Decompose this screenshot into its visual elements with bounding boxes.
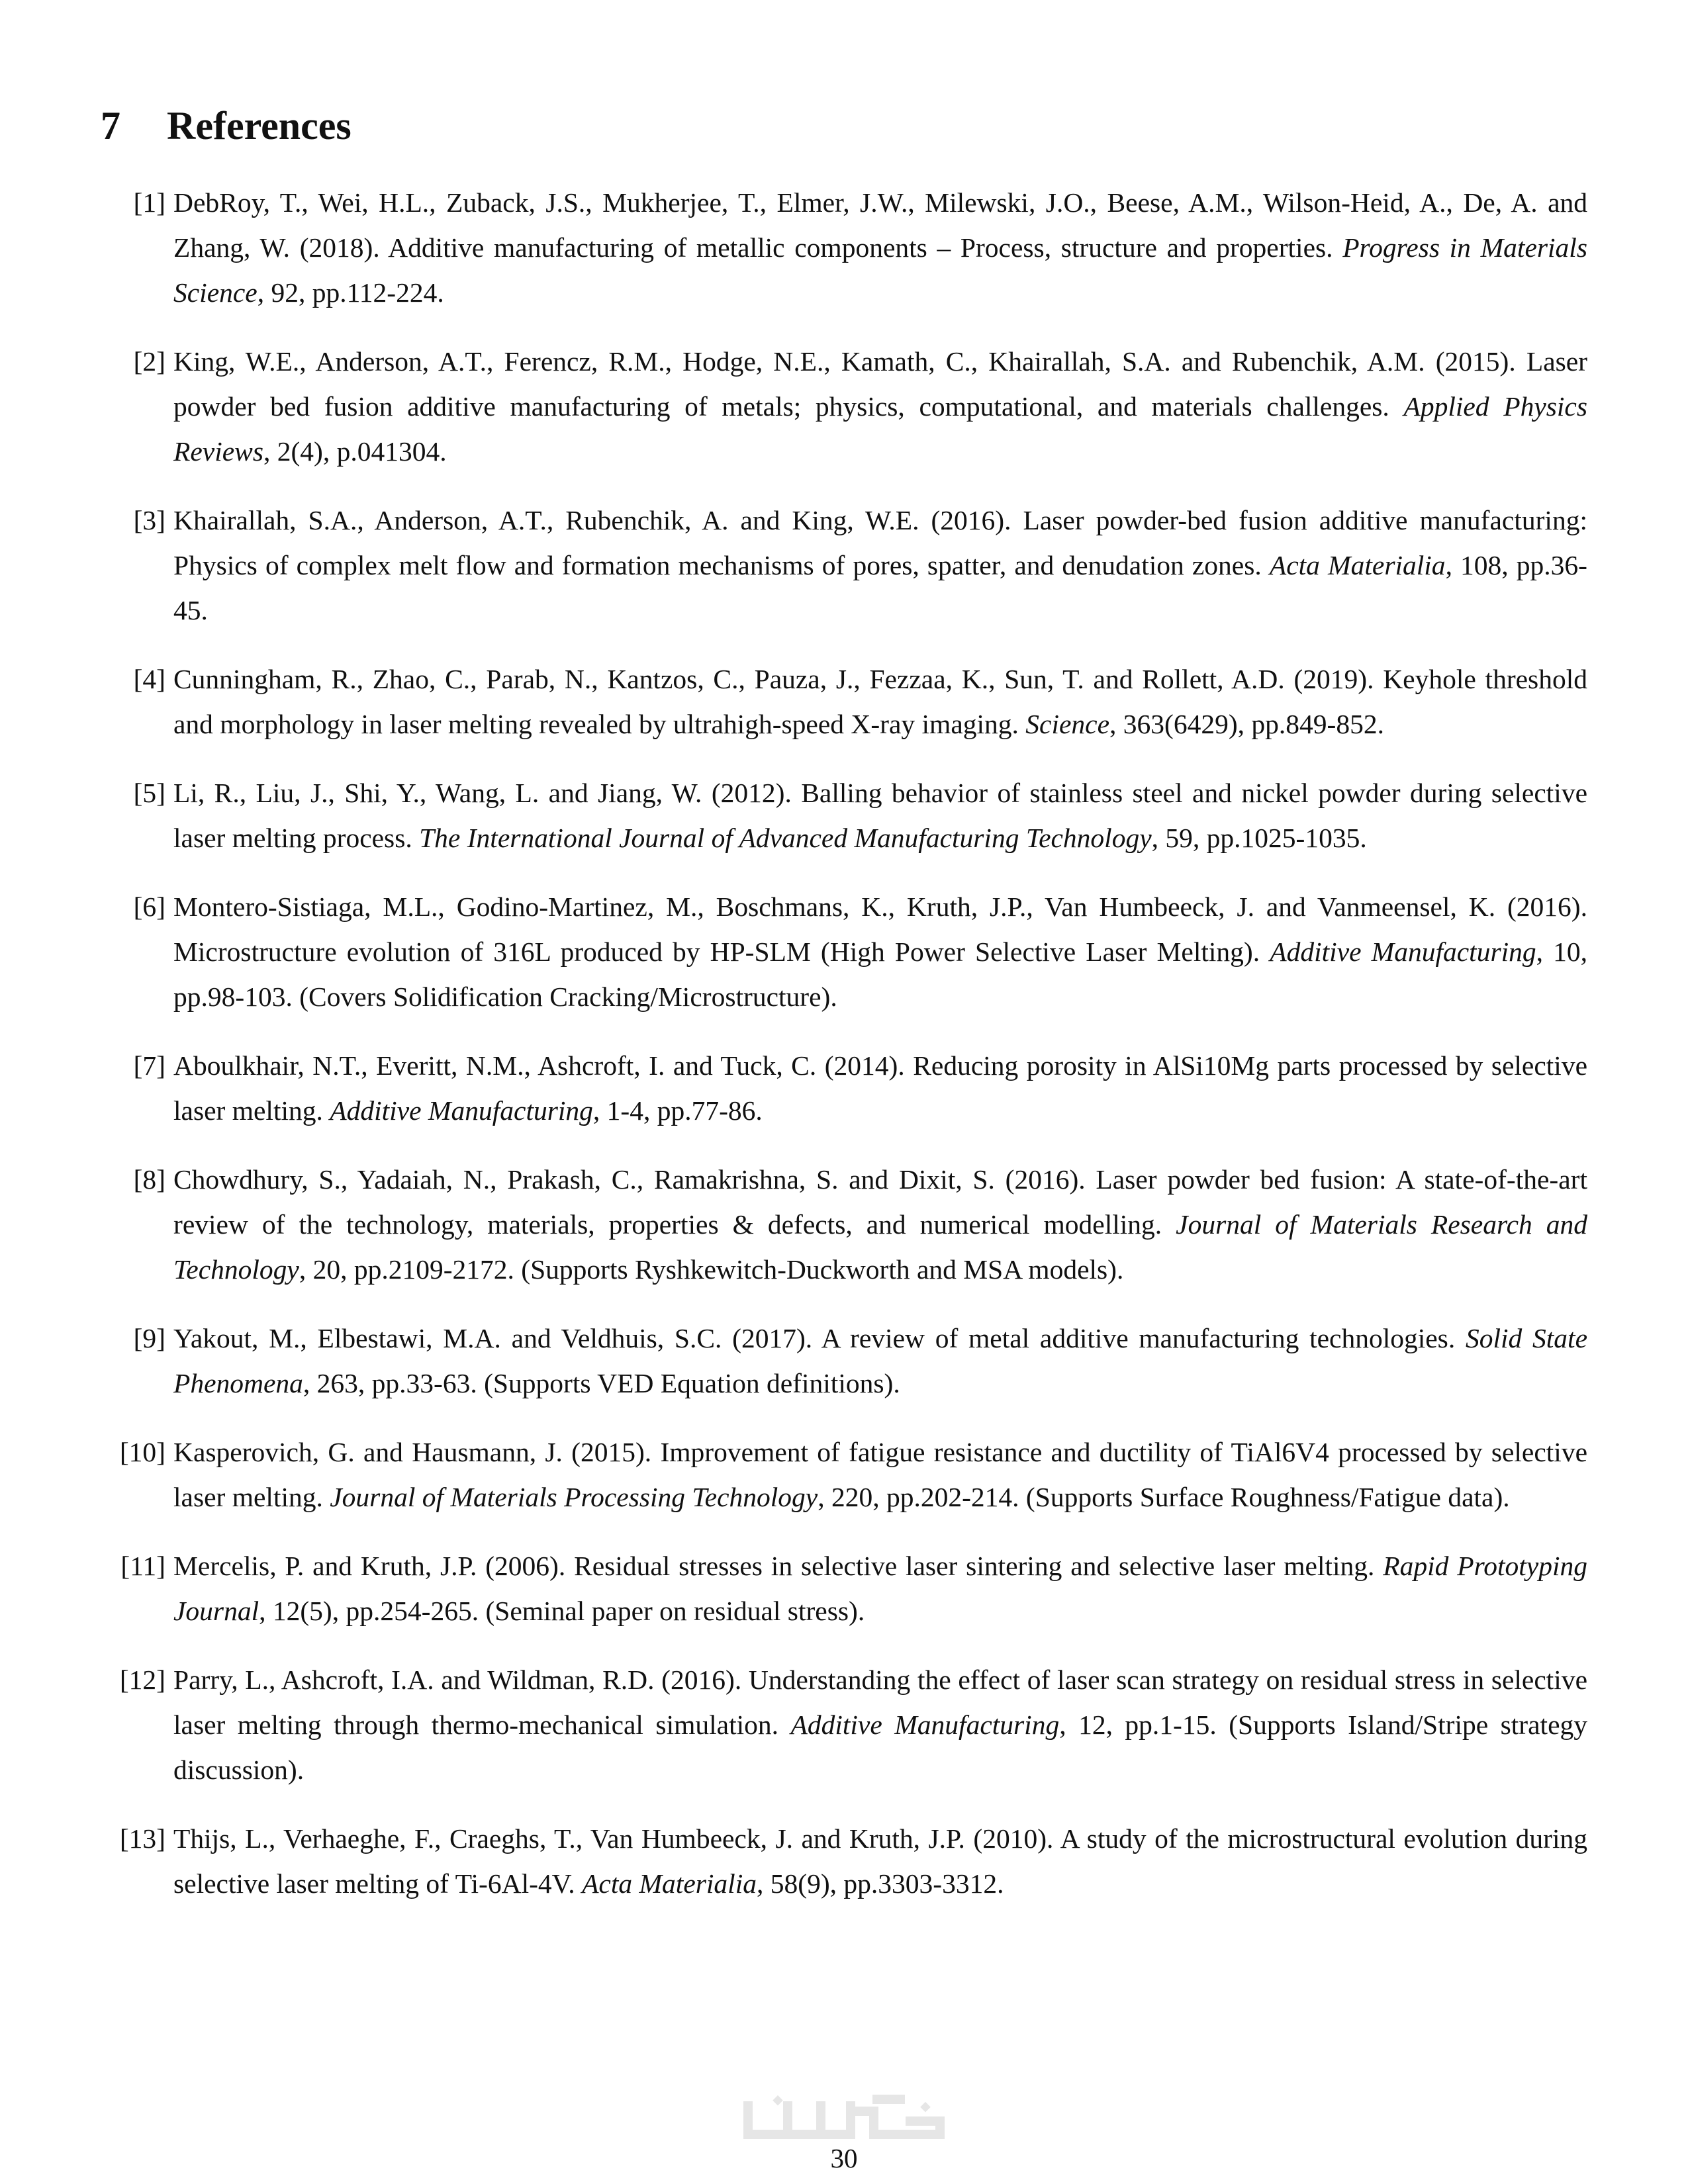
reference-text: Yakout, M., Elbestawi, M.A. and Veldhuis, S.C. (2017). A review of metal additive manufacturing technologies. xyxy=(173,1323,1466,1353)
reference-label: [2] xyxy=(133,346,165,377)
reference-item xyxy=(99,339,1587,474)
reference-item xyxy=(99,770,1587,860)
reference-item xyxy=(99,1816,1587,1906)
reference-journal: Journal of Materials Processing Technology xyxy=(330,1482,818,1512)
reference-details: , 363(6429), pp.849-852. xyxy=(1109,709,1384,739)
reference-details: , 1-4, pp.77-86. xyxy=(592,1095,763,1126)
reference-text: Thijs, L., Verhaeghe, F., Craeghs, T., Van Humbeeck, J. and Kruth, J.P. (2010). A study of the microstructural evolution during selective laser melting of Ti-6Al-4V. xyxy=(173,1823,1587,1899)
watermark-logo xyxy=(741,2091,947,2144)
reference-label: [8] xyxy=(133,1164,165,1195)
reference-journal: Additive Manufacturing xyxy=(790,1709,1060,1740)
reference-label: [4] xyxy=(133,664,165,694)
reference-label: [9] xyxy=(133,1323,165,1353)
reference-label: [1] xyxy=(133,187,165,218)
reference-label: [6] xyxy=(133,891,165,922)
reference-item xyxy=(99,498,1587,633)
reference-label: [10] xyxy=(119,1437,165,1467)
reference-text: King, W.E., Anderson, A.T., Ferencz, R.M., Hodge, N.E., Kamath, C., Khairallah, S.A. and Rubenchik, A.M. (2015). Laser powder bed fusion additive manufacturing of metals; physics, computational, and materials challenges. xyxy=(173,346,1587,422)
reference-journal: Progress in Materials Science xyxy=(173,232,1587,308)
reference-details: , 220, pp.202-214. (Supports Surface Roughness/Fatigue data). xyxy=(818,1482,1510,1512)
reference-journal: The International Journal of Advanced Manufacturing Technology xyxy=(419,823,1152,853)
reference-item xyxy=(99,1657,1587,1792)
reference-item xyxy=(99,1316,1587,1406)
reference-journal: Applied Physics Reviews xyxy=(173,391,1587,467)
reference-details: , 263, pp.33-63. (Supports VED Equation definitions). xyxy=(303,1368,900,1398)
reference-label: [3] xyxy=(133,505,165,535)
reference-details: , 92, pp.112-224. xyxy=(257,277,444,308)
reference-details: , 12, pp.1-15. (Supports Island/Stripe strategy discussion). xyxy=(173,1709,1587,1785)
reference-text: Aboulkhair, N.T., Everitt, N.M., Ashcroft, I. and Tuck, C. (2014). Reducing porosity in AlSi10Mg parts processed by selective laser melting. xyxy=(173,1050,1587,1126)
reference-text: Parry, L., Ashcroft, I.A. and Wildman, R.D. (2016). Understanding the effect of laser scan strategy on residual stress in selective laser melting through thermo-mechanical simulation. xyxy=(173,1664,1587,1740)
reference-journal: Journal of Materials Research and Technology xyxy=(173,1209,1587,1285)
reference-details: , 12(5), pp.254-265. (Seminal paper on residual stress). xyxy=(259,1596,865,1626)
reference-label: [11] xyxy=(120,1551,165,1581)
reference-text: Chowdhury, S., Yadaiah, N., Prakash, C., Ramakrishna, S. and Dixit, S. (2016). Laser powder bed fusion: A state-of-the-art review of the technology, materials, properties & defects, and numerical modelling. xyxy=(173,1164,1587,1240)
reference-label: [5] xyxy=(133,778,165,808)
reference-label: [7] xyxy=(133,1050,165,1081)
reference-label: [13] xyxy=(119,1823,165,1854)
reference-journal: Acta Materialia xyxy=(1269,550,1446,580)
reference-text: Kasperovich, G. and Hausmann, J. (2015). Improvement of fatigue resistance and ductility of TiAl6V4 processed by selective laser melting. xyxy=(173,1437,1587,1512)
reference-text: Khairallah, S.A., Anderson, A.T., Rubenchik, A. and King, W.E. (2016). Laser powder-bed fusion additive manufacturing: Physics of complex melt flow and formation mechanisms of pores, spatter, and denudation zones. xyxy=(173,505,1587,580)
reference-item xyxy=(99,1543,1587,1633)
reference-text: Mercelis, P. and Kruth, J.P. (2006). Residual stresses in selective laser sintering and selective laser melting. xyxy=(173,1551,1383,1581)
section-number: 7 xyxy=(101,104,120,148)
reference-journal: Science xyxy=(1025,709,1110,739)
reference-journal: Additive Manufacturing xyxy=(330,1095,593,1126)
reference-journal: Acta Materialia xyxy=(582,1868,757,1899)
reference-text: Montero-Sistiaga, M.L., Godino-Martinez, M., Boschmans, K., Kruth, J.P., Van Humbeeck, J. and Vanmeensel, K. (2016). Microstructure evolution of 316L produced by HP-SLM (High Power Selective Laser Melting). xyxy=(173,891,1587,967)
watermark-logo-icon xyxy=(741,2091,947,2144)
reference-item xyxy=(99,884,1587,1019)
reference-journal: Rapid Prototyping Journal xyxy=(173,1551,1587,1626)
reference-details: , 20, pp.2109-2172. (Supports Ryshkewitch-Duckworth and MSA models). xyxy=(299,1254,1124,1285)
reference-details: , 10, pp.98-103. (Covers Solidification Cracking/Microstructure). xyxy=(173,936,1588,1012)
reference-item xyxy=(99,657,1587,747)
reference-label: [12] xyxy=(119,1664,165,1695)
section-heading xyxy=(101,99,352,152)
reference-details: , 2(4), p.041304. xyxy=(263,436,447,467)
reference-details: , 59, pp.1025-1035. xyxy=(1151,823,1367,853)
reference-text: Cunningham, R., Zhao, C., Parab, N., Kantzos, C., Pauza, J., Fezzaa, K., Sun, T. and Rollett, A.D. (2019). Keyhole threshold and morphology in laser melting revealed by ultrahigh-speed X-ray imaging. xyxy=(173,664,1587,739)
reference-item xyxy=(99,1157,1587,1292)
reference-journal: Solid State Phenomena xyxy=(173,1323,1587,1398)
reference-text: DebRoy, T., Wei, H.L., Zuback, J.S., Mukherjee, T., Elmer, J.W., Milewski, J.O., Beese, A.M., Wilson-Heid, A., De, A. and Zhang, W. (2018). Additive manufacturing of metallic components – Process, structure and properties. xyxy=(173,187,1587,263)
page-number: 30 xyxy=(830,2143,858,2173)
reference-item xyxy=(99,1430,1587,1520)
reference-details: , 108, pp.36-45. xyxy=(173,550,1587,625)
reference-text: Li, R., Liu, J., Shi, Y., Wang, L. and Jiang, W. (2012). Balling behavior of stainless steel and nickel powder during selective laser melting process. xyxy=(173,778,1587,853)
reference-item xyxy=(99,180,1587,315)
reference-details: , 58(9), pp.3303-3312. xyxy=(757,1868,1004,1899)
reference-list xyxy=(99,180,1587,1930)
reference-journal: Additive Manufacturing xyxy=(1270,936,1536,967)
reference-item xyxy=(99,1043,1587,1133)
section-title: References xyxy=(167,104,352,148)
